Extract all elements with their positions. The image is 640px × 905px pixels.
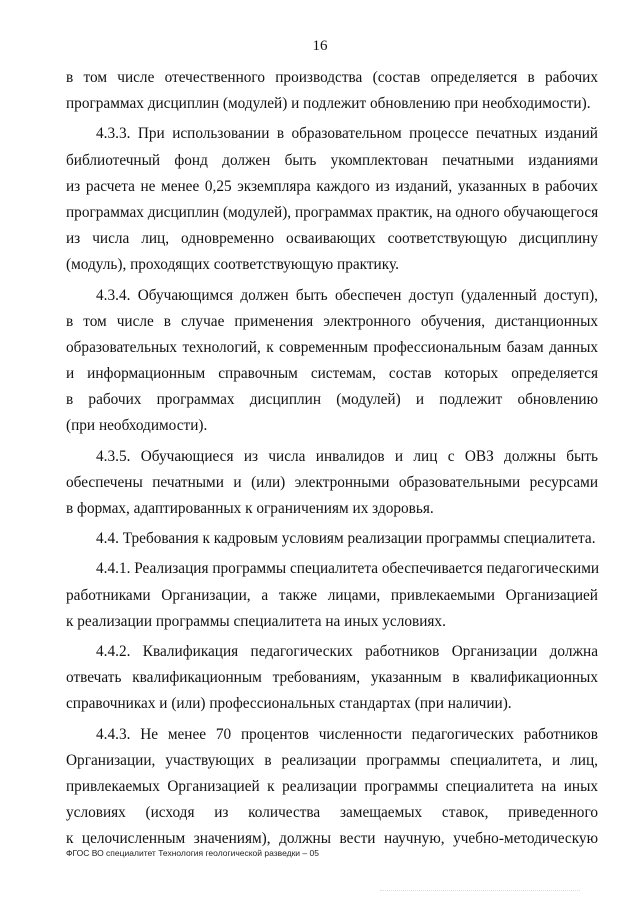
text-line: к реализации программы специалитета на иных условиях. — [66, 612, 446, 630]
text-line: и информационным справочным системам, состав которых определяется — [66, 365, 598, 383]
text-line: Организации, участвующих в реализации программы специалитета, и лиц, — [66, 751, 598, 769]
text-line: работниками Организации, а также лицами, привлекаемыми Организацией — [66, 586, 598, 604]
text-line: 4.3.3. При использовании в образовательном процессе печатных изданий — [96, 125, 598, 143]
text-line: из числа лиц, одновременно осваивающих соответствующую дисциплину — [66, 230, 598, 248]
text-line: (при необходимости). — [66, 417, 208, 435]
text-line: библиотечный фонд должен быть укомплектован печатными изданиями — [66, 151, 598, 169]
text-line: 4.4.1. Реализация программы специалитета обеспечивается педагогическими — [96, 560, 600, 578]
text-line: программах дисциплин (модулей) и подлежит обновлению при необходимости). — [66, 95, 591, 113]
text-line: 4.3.4. Обучающимся должен быть обеспечен доступ (удаленный доступ), — [96, 286, 598, 304]
text-line: в том числе отечественного производства (состав определяется в рабочих — [66, 69, 598, 86]
text-line: программах дисциплин (модулей), программах практик, на одного обучающегося — [66, 203, 599, 221]
text-line: 4.4.3. Не менее 70 процентов численности педагогических работников — [96, 725, 598, 743]
text-line: к целочисленным значениям), должны вести научную, учебно-методическую — [66, 830, 598, 848]
text-line: образовательных технологий, к современным профессиональным базам данных — [66, 338, 598, 356]
text-line: (модуль), проходящих соответствующую практику. — [66, 256, 399, 274]
text-line: в формах, адаптированных к ограничениям их здоровья. — [66, 500, 434, 517]
section-heading: 4.4. Требования к кадровым условиям реализации программы специалитета. — [96, 530, 596, 548]
text-line: отвечать квалификационным требованиям, указанным в квалификационных — [66, 669, 598, 687]
text-line: 4.4.2. Квалификация педагогических работников Организации должна — [96, 642, 598, 660]
text-line: справочниках и (или) профессиональных стандартах (при наличии). — [66, 695, 512, 713]
text-line: обеспечены печатными и (или) электронными образовательными ресурсами — [66, 473, 598, 491]
text-line: привлекаемых Организацией к реализации программы специалитета на иных — [66, 777, 598, 795]
text-line: в рабочих программах дисциплин (модулей) и подлежит обновлению — [66, 391, 598, 409]
text-line: условиях (исходя из количества замещаемых ставок, приведенного — [66, 804, 598, 822]
document-footer: ФГОС ВО специалитет Технология геологической разведки – 05 — [66, 848, 319, 858]
text-line: из расчета не менее 0,25 экземпляра каждого из изданий, указанных в рабочих — [66, 177, 598, 195]
page-number: 16 — [312, 38, 328, 54]
text-line: 4.3.5. Обучающиеся из числа инвалидов и лиц с ОВЗ должны быть — [96, 447, 598, 465]
scan-artifact — [380, 890, 580, 897]
document-body — [66, 65, 598, 852]
text-line: в том числе в случае применения электронного обучения, дистанционных — [66, 312, 598, 330]
